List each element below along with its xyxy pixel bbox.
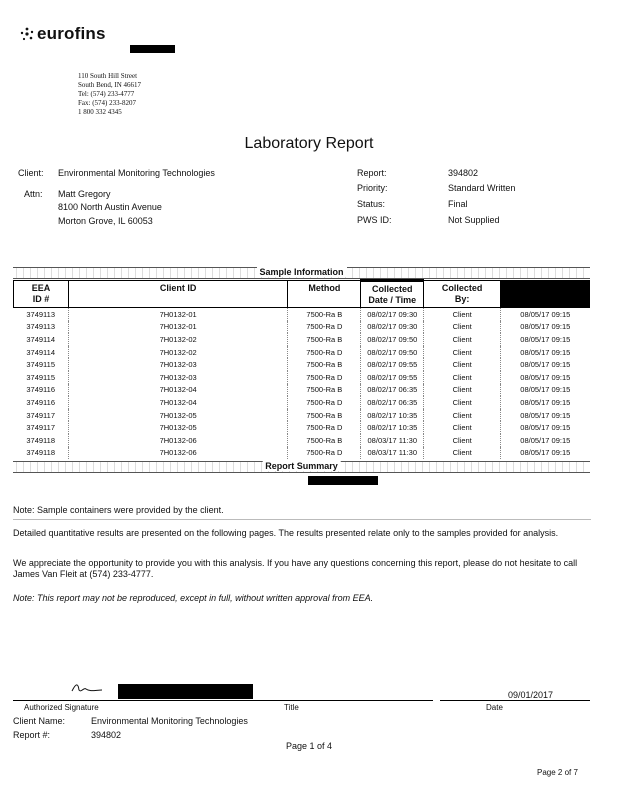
- table-cell: 7H0132-04: [68, 384, 287, 397]
- table-cell: 7500-Ra D: [288, 421, 361, 434]
- table-cell: Client: [424, 434, 501, 447]
- table-cell: 08/02/17 09:50: [361, 333, 424, 346]
- note-reproduction: Note: This report may not be reproduced, except in full, without written approval from EEA.: [13, 593, 374, 603]
- address-line: Fax: (574) 233-8207: [78, 99, 136, 107]
- table-cell: 08/05/17 09:15: [520, 334, 571, 344]
- table-cell: Client: [424, 308, 501, 321]
- table-cell: 3749117: [14, 421, 69, 434]
- table-cell: 7H0132-04: [68, 396, 287, 409]
- corner-page-number: Page 2 of 7: [537, 768, 578, 777]
- note-containers: Note: Sample containers were provided by the client.: [13, 505, 224, 515]
- table-cell: Client: [424, 384, 501, 397]
- table-cell: 08/02/17 09:55: [361, 371, 424, 384]
- eurofins-mark-icon: [20, 27, 34, 41]
- table-cell: 08/05/17 09:15: [520, 360, 571, 370]
- table-cell: 7H0132-01: [68, 308, 287, 321]
- table-cell: 08/03/17 11:30: [361, 434, 424, 447]
- table-cell: 7H0132-06: [68, 434, 287, 447]
- attn-street: 8100 North Austin Avenue: [58, 202, 162, 212]
- table-cell: 08/02/17 09:50: [361, 346, 424, 359]
- col-collected-date: Collected Date / Time: [361, 281, 424, 308]
- redaction-block: [130, 45, 175, 53]
- attn-label: Attn:: [24, 189, 43, 199]
- pws-label: PWS ID:: [357, 215, 392, 225]
- footer-client-value: Environmental Monitoring Technologies: [91, 716, 248, 726]
- table-cell: 7500-Ra D: [288, 321, 361, 334]
- address-line: 1 800 332 4345: [78, 108, 122, 116]
- address-line: 110 South Hill Street: [78, 72, 138, 80]
- table-cell: 3749114: [14, 346, 69, 359]
- date-label: Date: [486, 703, 503, 712]
- sample-section-title: Sample Information: [256, 267, 346, 277]
- table-cell: 7500-Ra B: [288, 409, 361, 422]
- table-cell: Client: [424, 447, 501, 460]
- sample-section-bar: [13, 267, 590, 279]
- note-appreciate: We appreciate the opportunity to provide you with this analysis. If you have any questions concerning this report, please do not hesitate to call James Van Fleit at (574) 233-4777.: [13, 558, 578, 579]
- table-cell: 7500-Ra D: [288, 371, 361, 384]
- status-value: Final: [448, 199, 468, 209]
- address-line: South Bend, IN 46617: [78, 81, 141, 89]
- table-cell: 08/05/17 09:15: [520, 322, 571, 332]
- table-cell: 3749113: [14, 321, 69, 334]
- table-cell: 08/05/17 09:15: [520, 397, 571, 407]
- table-cell: 08/02/17 10:35: [361, 409, 424, 422]
- table-cell: 3749113: [14, 308, 69, 321]
- report-label: Report:: [357, 168, 387, 178]
- table-cell: 08/05/17 09:15: [520, 372, 571, 382]
- client-value: Environmental Monitoring Technologies: [58, 168, 215, 178]
- sample-table: [13, 279, 590, 459]
- table-cell: 08/02/17 06:35: [361, 396, 424, 409]
- table-row: [14, 447, 590, 460]
- eurofins-logo: [20, 24, 106, 44]
- col-eea-id: EEA ID #: [14, 281, 69, 308]
- table-cell: Client: [424, 396, 501, 409]
- table-row: [14, 434, 590, 447]
- signature-date: 09/01/2017: [508, 690, 554, 700]
- redaction-block: [118, 684, 253, 699]
- table-cell: 3749114: [14, 333, 69, 346]
- table-cell: 08/05/17 09:15: [520, 423, 571, 433]
- table-cell: 7500-Ra B: [288, 308, 361, 321]
- handwritten-signature: [70, 681, 104, 695]
- table-cell: 3749116: [14, 396, 69, 409]
- table-header-row: [14, 281, 590, 308]
- table-cell: 7500-Ra B: [288, 434, 361, 447]
- table-row: [14, 346, 590, 359]
- table-cell: 08/05/17 09:15: [520, 385, 571, 395]
- table-cell: 7500-Ra B: [288, 384, 361, 397]
- table-cell: 7H0132-03: [68, 371, 287, 384]
- summary-section-title: Report Summary: [262, 461, 341, 471]
- note-results: Detailed quantitative results are presented on the following pages. The results presented relate only to the samples provided for analysis.: [13, 528, 559, 538]
- table-cell: 7H0132-01: [68, 321, 287, 334]
- table-cell: 7H0132-06: [68, 447, 287, 460]
- table-cell: 08/05/17 09:15: [520, 309, 571, 319]
- col-collected-by: Collected By:: [424, 281, 501, 308]
- table-cell: 7H0132-05: [68, 409, 287, 422]
- table-row: [14, 421, 590, 434]
- table-cell: 7500-Ra D: [288, 447, 361, 460]
- page-title: Laboratory Report: [244, 135, 374, 152]
- table-cell: 3749116: [14, 384, 69, 397]
- col-method: Method: [288, 281, 361, 308]
- address-line: Tel: (574) 233-4777: [78, 90, 135, 98]
- table-row: [14, 371, 590, 384]
- table-cell: 7500-Ra D: [288, 346, 361, 359]
- table-row: [14, 333, 590, 346]
- table-cell: 08/02/17 09:30: [361, 321, 424, 334]
- table-cell: Client: [424, 371, 501, 384]
- table-cell: 7H0132-03: [68, 358, 287, 371]
- pws-value: Not Supplied: [448, 215, 500, 225]
- table-cell: 3749118: [14, 447, 69, 460]
- col-client-id: Client ID: [68, 281, 287, 308]
- table-cell: 08/02/17 09:55: [361, 358, 424, 371]
- table-cell: 7500-Ra D: [288, 396, 361, 409]
- table-cell: Client: [424, 421, 501, 434]
- table-cell: 3749118: [14, 434, 69, 447]
- table-cell: Client: [424, 358, 501, 371]
- status-label: Status:: [357, 199, 386, 209]
- signature-line: [13, 700, 433, 701]
- table-row: [14, 396, 590, 409]
- table-row: [14, 321, 590, 334]
- table-cell: 08/05/17 09:15: [520, 435, 571, 445]
- table-cell: 08/02/17 10:35: [361, 421, 424, 434]
- col-redacted: [501, 281, 590, 308]
- table-cell: 3749117: [14, 409, 69, 422]
- summary-section-bar: [13, 461, 590, 473]
- priority-value: Standard Written: [448, 183, 516, 193]
- table-cell: 7H0132-05: [68, 421, 287, 434]
- attn-city: Morton Grove, IL 60053: [58, 216, 153, 226]
- attn-name: Matt Gregory: [58, 189, 111, 199]
- table-cell: 7H0132-02: [68, 333, 287, 346]
- table-cell: 7500-Ra B: [288, 358, 361, 371]
- table-cell: Client: [424, 321, 501, 334]
- brand-name: eurofins: [37, 24, 106, 43]
- footer-client-label: Client Name:: [13, 716, 66, 726]
- table-cell: Client: [424, 333, 501, 346]
- table-cell: 3749115: [14, 371, 69, 384]
- table-cell: 08/02/17 06:35: [361, 384, 424, 397]
- table-row: [14, 308, 590, 321]
- sample-information: [13, 267, 590, 473]
- table-cell: 3749115: [14, 358, 69, 371]
- table-cell: 08/05/17 09:15: [520, 410, 571, 420]
- divider: [13, 519, 591, 520]
- date-line: [440, 700, 590, 701]
- redaction-block: [308, 476, 378, 485]
- table-cell: 7H0132-02: [68, 346, 287, 359]
- table-cell: Client: [424, 409, 501, 422]
- report-value: 394802: [448, 168, 479, 178]
- table-row: [14, 384, 590, 397]
- table-cell: Client: [424, 346, 501, 359]
- page-number: Page 1 of 4: [285, 741, 333, 751]
- footer-report-label: Report #:: [13, 730, 51, 740]
- sig-label: Authorized Signature: [24, 703, 99, 712]
- client-label: Client:: [18, 168, 44, 178]
- table-cell: 08/05/17 09:15: [520, 448, 571, 458]
- table-row: [14, 409, 590, 422]
- priority-label: Priority:: [357, 183, 388, 193]
- table-cell: 08/02/17 09:30: [361, 308, 424, 321]
- title-label: Title: [284, 703, 299, 712]
- footer-report-value: 394802: [91, 730, 122, 740]
- table-cell: 08/03/17 11:30: [361, 447, 424, 460]
- table-cell: 08/05/17 09:15: [520, 347, 571, 357]
- lab-address: [78, 72, 141, 117]
- table-row: [14, 358, 590, 371]
- table-cell: 7500-Ra B: [288, 333, 361, 346]
